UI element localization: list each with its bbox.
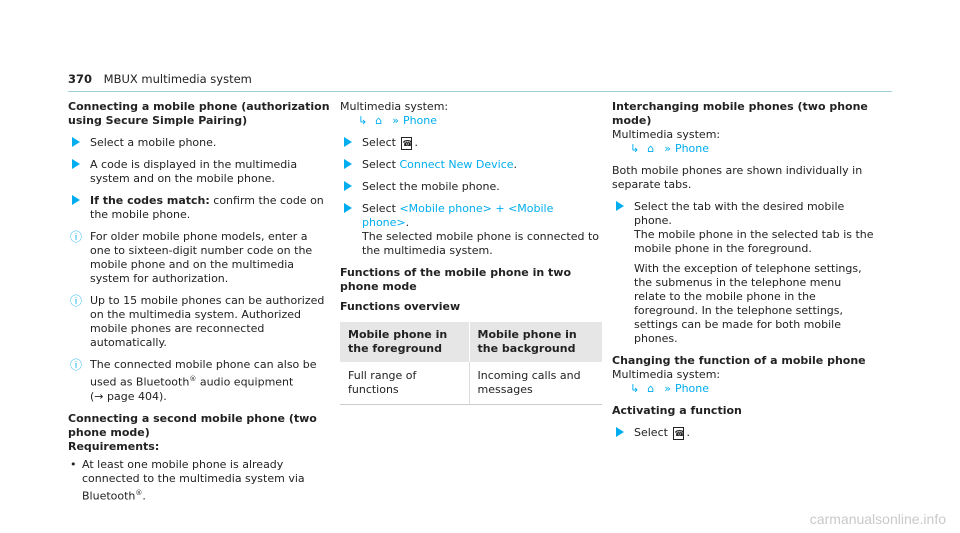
step-result: With the exception of telephone settings, the submenus in the telephone menu relate to the mobile phone in the foreground. In the telephone settings, settings can be made for both mobile phones. bbox=[634, 262, 862, 345]
phone-icon: ☎ bbox=[402, 139, 413, 148]
multimedia-system-label: Multimedia system: bbox=[340, 100, 449, 113]
step-item bbox=[340, 136, 602, 150]
step-text: Select the mobile phone. bbox=[362, 180, 500, 193]
step-item bbox=[612, 200, 874, 346]
double-chevron-icon: » bbox=[664, 142, 671, 155]
page-header bbox=[68, 72, 252, 86]
section-heading: Functions of the mobile phone in two phone mode bbox=[340, 266, 572, 293]
step-arrow-icon bbox=[72, 159, 80, 169]
step-arrow-icon bbox=[344, 159, 352, 169]
paragraph: Both mobile phones are shown individually in separate tabs. bbox=[612, 164, 863, 191]
double-chevron-icon: » bbox=[664, 382, 671, 395]
note-text: audio equipment bbox=[196, 375, 294, 389]
functions-table bbox=[340, 322, 602, 405]
path-arrow-icon: ↳ bbox=[630, 142, 640, 155]
step-result: The mobile phone in the selected tab is the mobile phone in the foreground. bbox=[634, 228, 874, 255]
step-text: . bbox=[513, 158, 518, 171]
page-number: 370 bbox=[68, 72, 93, 86]
step-arrow-icon bbox=[616, 201, 624, 211]
bullet-text: At least one mobile phone is already connected to the multimedia system via Bluetooth bbox=[82, 457, 305, 503]
table-cell: Incoming calls and messages bbox=[469, 362, 602, 405]
requirements-label: Requirements: bbox=[68, 439, 160, 453]
table-header-cell: Mobile phone in the foreground bbox=[340, 322, 469, 362]
step-item bbox=[612, 426, 874, 440]
activating-function-label: Activating a function bbox=[612, 404, 742, 417]
section-heading: Interchanging mobile phones (two phone mode) bbox=[612, 100, 868, 127]
bullet-text: . bbox=[142, 489, 146, 503]
step-text: Select bbox=[362, 202, 400, 215]
note-item bbox=[68, 230, 330, 286]
note-text: Up to 15 mobile phones can be authorized on the multimedia system. Authorized mobile phones are reconnected automatically. bbox=[90, 294, 325, 349]
path-phone: Phone bbox=[674, 142, 710, 155]
watermark: carmanualsonline.info bbox=[809, 511, 946, 527]
home-icon: ⌂ bbox=[647, 142, 655, 155]
step-arrow-icon bbox=[616, 427, 624, 437]
step-text: . bbox=[405, 216, 410, 229]
step-condition: If the codes match: bbox=[90, 194, 210, 207]
section-heading: Connecting a second mobile phone (two phone mode) bbox=[68, 411, 317, 439]
bullet-item bbox=[68, 458, 330, 504]
step-result: The selected mobile phone is connected to the multimedia system. bbox=[362, 230, 600, 257]
step-text: Select a mobile phone. bbox=[90, 136, 217, 149]
step-text: confirm the code on the mobile phone. bbox=[90, 194, 324, 221]
functions-overview-label: Functions overview bbox=[340, 300, 461, 313]
info-icon: ⓘ bbox=[70, 230, 83, 244]
page-reference-link[interactable]: (→ page 404). bbox=[90, 389, 167, 403]
step-text: Select bbox=[362, 136, 400, 149]
multimedia-system-label: Multimedia system: bbox=[612, 128, 721, 141]
column-3 bbox=[612, 100, 874, 448]
path-arrow-icon: ↳ bbox=[630, 382, 640, 395]
column-2 bbox=[340, 100, 602, 405]
double-chevron-icon: » bbox=[392, 114, 399, 127]
step-text: . bbox=[686, 426, 690, 439]
step-arrow-icon bbox=[344, 203, 352, 213]
step-arrow-icon bbox=[72, 195, 80, 205]
note-item bbox=[68, 294, 330, 350]
registered-mark: ® bbox=[135, 488, 143, 497]
step-arrow-icon bbox=[344, 181, 352, 191]
note-item bbox=[68, 358, 330, 404]
multimedia-system-label: Multimedia system: bbox=[612, 368, 721, 381]
menu-path bbox=[612, 382, 874, 396]
step-text: Select the tab with the desired mobile phone. bbox=[634, 200, 845, 227]
step-item bbox=[68, 158, 330, 186]
section-heading: Connecting a mobile phone (authorization using Secure Simple Pairing) bbox=[68, 100, 330, 127]
step-item bbox=[68, 136, 330, 150]
step-item bbox=[68, 194, 330, 222]
step-text: . bbox=[414, 136, 418, 149]
step-text: Select bbox=[362, 158, 400, 171]
note-text: The connected mobile phone can also be used as Bluetooth bbox=[90, 358, 317, 389]
connect-new-device-menu-item: Connect New Device bbox=[399, 158, 514, 171]
info-icon: ⓘ bbox=[70, 358, 83, 372]
page-header-title: MBUX multimedia system bbox=[103, 72, 252, 86]
table-header-cell: Mobile phone in the background bbox=[469, 322, 602, 362]
note-text: For older mobile phone models, enter a one to sixteen-digit number code on the mobile phone and on the multimedia system for authorization. bbox=[90, 230, 313, 285]
step-arrow-icon bbox=[72, 137, 80, 147]
step-arrow-icon bbox=[344, 137, 352, 147]
phone-icon: ☎ bbox=[674, 429, 685, 438]
table-cell: Full range of functions bbox=[340, 362, 469, 405]
step-item bbox=[340, 180, 602, 194]
path-phone: Phone bbox=[402, 114, 438, 127]
table-header-row bbox=[340, 322, 602, 362]
menu-path bbox=[612, 142, 874, 156]
menu-path bbox=[340, 114, 602, 128]
step-item bbox=[340, 158, 602, 172]
home-icon: ⌂ bbox=[647, 382, 655, 395]
info-icon: ⓘ bbox=[70, 294, 83, 308]
step-text: A code is displayed in the multimedia system and on the mobile phone. bbox=[90, 158, 298, 185]
path-phone: Phone bbox=[674, 382, 710, 395]
mobile-phone-menu-item: <Mobile phone> + <Mobile phone> bbox=[362, 202, 554, 229]
section-heading: Changing the function of a mobile phone bbox=[612, 354, 866, 367]
registered-mark: ® bbox=[189, 375, 197, 383]
bullet-dot: • bbox=[70, 457, 77, 471]
header-rule bbox=[68, 91, 892, 92]
table-row bbox=[340, 362, 602, 405]
home-icon: ⌂ bbox=[375, 114, 383, 127]
step-text: Select bbox=[634, 426, 672, 439]
step-item bbox=[340, 202, 602, 258]
path-arrow-icon: ↳ bbox=[358, 114, 368, 127]
column-1 bbox=[68, 100, 330, 509]
